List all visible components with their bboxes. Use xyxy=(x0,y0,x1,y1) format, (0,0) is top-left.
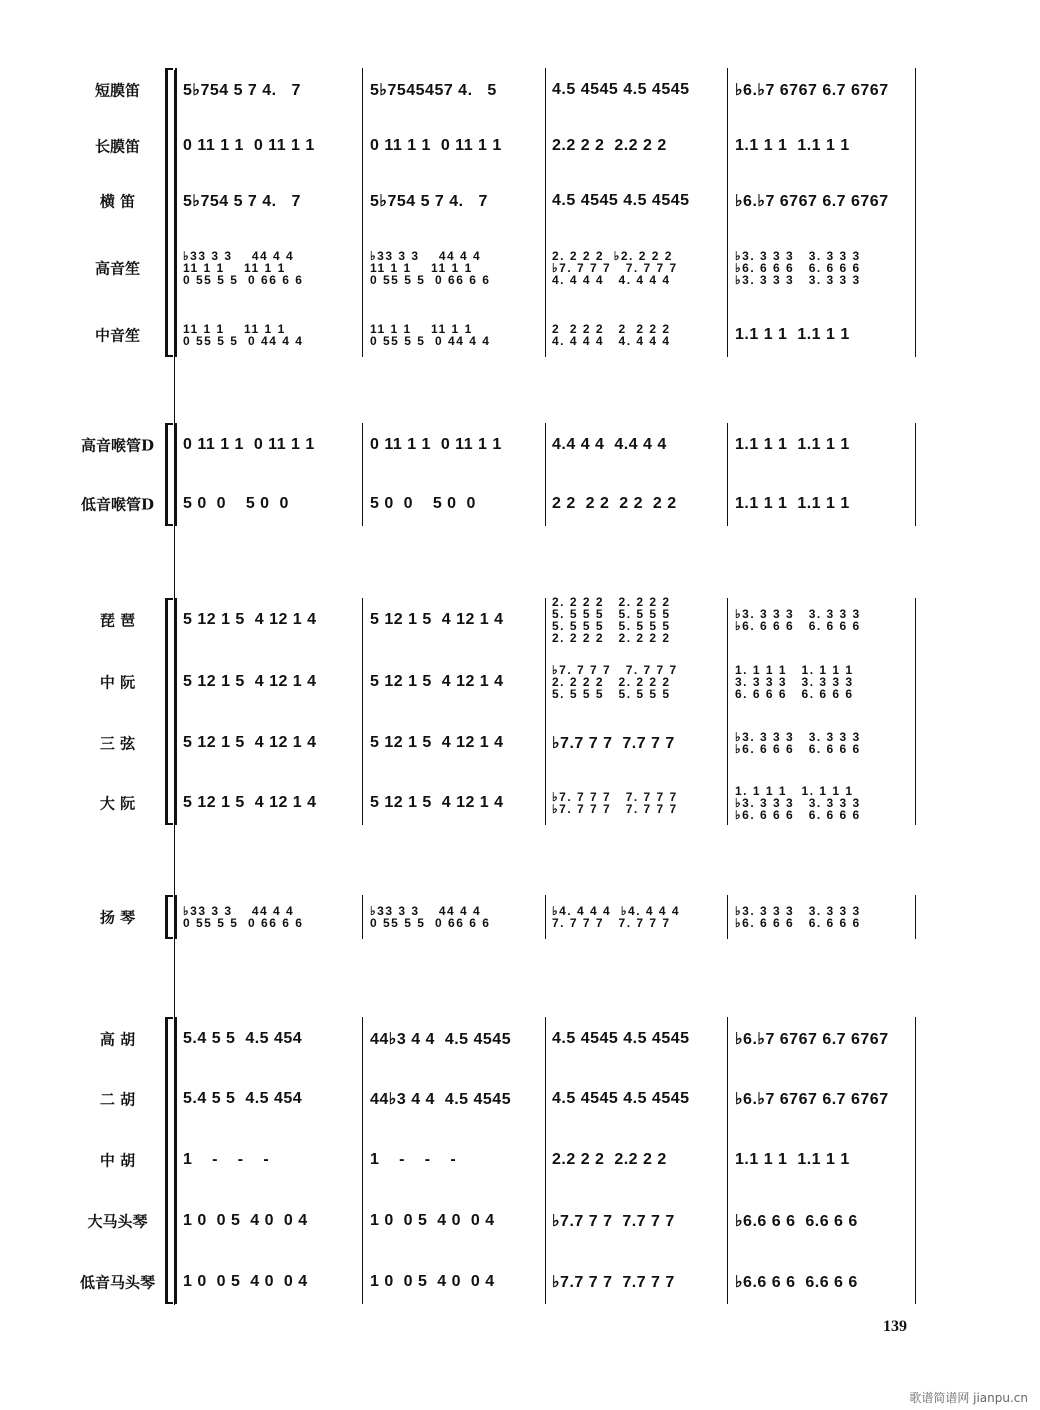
notation-line: 4.5 4545 4.5 4545 xyxy=(552,81,690,98)
notation-line: ♭6.♭7 6767 6.7 6767 xyxy=(735,1091,889,1108)
instrument-label: 高音喉管D xyxy=(80,436,154,455)
barline xyxy=(915,1017,916,1304)
notation-line: ♭7. 7 7 7 7. 7 7 7 xyxy=(552,790,678,804)
measure xyxy=(552,1151,667,1169)
barline xyxy=(362,1017,363,1304)
notation-line: 1 0 0 5 4 0 0 4 xyxy=(183,1212,308,1229)
measure xyxy=(370,495,476,513)
watermark: 歌谱简谱网 jianpu.cn xyxy=(909,1391,1028,1405)
notation-line: 3. 3 3 3 3. 3 3 3 xyxy=(735,675,854,689)
notation-line: 11 1 1 11 1 1 xyxy=(183,322,286,336)
barline xyxy=(727,68,728,357)
notation-line: ♭33 3 3 44 4 4 xyxy=(370,904,482,918)
barline xyxy=(915,423,916,526)
measure xyxy=(183,673,317,691)
measure xyxy=(552,905,680,929)
barline xyxy=(175,423,177,526)
measure xyxy=(735,436,850,454)
notation-line: 2. 2 2 2 2. 2 2 2 xyxy=(552,675,671,689)
notation-line: ♭3. 3 3 3 3. 3 3 3 xyxy=(735,730,861,744)
instrument-label: 琵 琶 xyxy=(99,611,136,630)
measure xyxy=(183,905,303,929)
measure xyxy=(370,1151,456,1169)
measure xyxy=(735,1151,850,1169)
barline xyxy=(915,598,916,825)
notation-line: 1. 1 1 1 1. 1 1 1 xyxy=(735,784,854,798)
measure xyxy=(735,1029,889,1049)
barline xyxy=(175,68,177,357)
measure xyxy=(735,250,861,286)
notation-line: ♭6.6 6 6 6.6 6 6 xyxy=(735,1213,858,1230)
notation-line: ♭6. 6 6 6 6. 6 6 6 xyxy=(735,261,861,275)
measure xyxy=(183,1273,308,1291)
measure xyxy=(552,1090,690,1108)
notation-line: 1 - - - xyxy=(370,1151,457,1168)
measure xyxy=(735,137,850,155)
notation-line: ♭33 3 3 44 4 4 xyxy=(183,904,295,918)
notation-line: 5. 5 5 5 5. 5 5 5 xyxy=(552,687,671,701)
notation-line: 5 12 1 5 4 12 1 4 xyxy=(370,734,504,751)
notation-line: 1.1 1 1 1.1 1 1 xyxy=(735,436,850,453)
notation-line: 1.1 1 1 1.1 1 1 xyxy=(735,495,850,512)
measure xyxy=(370,250,490,286)
notation-line: ♭4. 4 4 4 ♭4. 4 4 4 xyxy=(552,904,681,918)
notation-line: 11 1 1 11 1 1 xyxy=(370,322,473,336)
notation-line: 5 0 0 5 0 0 xyxy=(370,495,476,512)
instrument-label: 横 笛 xyxy=(99,192,136,211)
instrument-label: 短膜笛 xyxy=(94,81,140,100)
barline xyxy=(915,895,916,939)
measure xyxy=(370,1089,511,1109)
measure xyxy=(370,323,490,347)
instrument-label: 中 阮 xyxy=(99,673,136,692)
notation-line: 5 12 1 5 4 12 1 4 xyxy=(183,794,317,811)
measure xyxy=(735,495,850,513)
notation-line: 2. 2 2 2 2. 2 2 2 xyxy=(552,595,671,609)
bracket-cap xyxy=(165,1302,173,1304)
notation-line: ♭7.7 7 7 7.7 7 7 xyxy=(552,1213,675,1230)
measure xyxy=(552,495,677,513)
notation-line: 4.5 4545 4.5 4545 xyxy=(552,1090,690,1107)
barline xyxy=(727,895,728,939)
barline xyxy=(727,598,728,825)
notation-line: ♭33 3 3 44 4 4 xyxy=(183,249,295,263)
notation-line: ♭6. 6 6 6 6. 6 6 6 xyxy=(735,808,861,822)
measure xyxy=(552,323,671,347)
measure xyxy=(735,80,889,100)
measure xyxy=(552,1030,690,1048)
barline xyxy=(545,68,546,357)
notation-line: 1.1 1 1 1.1 1 1 xyxy=(735,326,850,343)
notation-line: 4.5 4545 4.5 4545 xyxy=(552,192,690,209)
notation-line: 1. 1 1 1 1. 1 1 1 xyxy=(735,663,854,677)
measure xyxy=(552,250,678,286)
measure xyxy=(183,495,289,513)
measure xyxy=(552,596,671,644)
measure xyxy=(370,794,504,812)
notation-line: ♭6. 6 6 6 6. 6 6 6 xyxy=(735,619,861,633)
measure xyxy=(552,733,675,753)
measure xyxy=(183,1030,302,1048)
notation-line: 0 11 1 1 0 11 1 1 xyxy=(183,137,315,154)
instrument-label: 扬 琴 xyxy=(99,908,136,927)
notation-line: ♭6. 6 6 6 6. 6 6 6 xyxy=(735,916,861,930)
notation-line: 5 12 1 5 4 12 1 4 xyxy=(183,673,317,690)
measure xyxy=(183,80,301,100)
notation-line: 2. 2 2 2 ♭2. 2 2 2 xyxy=(552,249,673,263)
notation-line: 0 55 5 5 0 44 4 4 xyxy=(183,334,304,348)
notation-line: 44♭3 4 4 4.5 4545 xyxy=(370,1091,512,1108)
notation-line: 1.1 1 1 1.1 1 1 xyxy=(735,1151,850,1168)
measure xyxy=(183,794,317,812)
measure xyxy=(183,611,317,629)
notation-line: 0 11 1 1 0 11 1 1 xyxy=(183,436,315,453)
notation-line: 5 12 1 5 4 12 1 4 xyxy=(183,734,317,751)
notation-line: 2 2 2 2 2 2 2 2 xyxy=(552,322,671,336)
notation-line: ♭6.♭7 6767 6.7 6767 xyxy=(735,193,889,210)
measure xyxy=(183,1090,302,1108)
barline xyxy=(175,895,177,939)
notation-line: ♭3. 3 3 3 3. 3 3 3 xyxy=(735,273,861,287)
notation-line: 5♭7545457 4. 5 xyxy=(370,82,497,99)
measure xyxy=(735,608,861,632)
barline xyxy=(545,423,546,526)
notation-line: 1 - - - xyxy=(183,1151,270,1168)
barline xyxy=(362,895,363,939)
notation-line: 11 1 1 11 1 1 xyxy=(183,261,286,275)
measure xyxy=(183,734,317,752)
bracket-cap xyxy=(165,524,173,526)
notation-line: 5♭754 5 7 4. 7 xyxy=(183,82,301,99)
notation-line: 5 12 1 5 4 12 1 4 xyxy=(370,794,504,811)
notation-line: 5 12 1 5 4 12 1 4 xyxy=(370,611,504,628)
notation-line: 0 55 5 5 0 44 4 4 xyxy=(370,334,491,348)
barline xyxy=(727,423,728,526)
measure xyxy=(370,673,504,691)
notation-line: 0 55 5 5 0 66 6 6 xyxy=(183,916,304,930)
bracket-cap xyxy=(165,1017,173,1019)
notation-line: 11 1 1 11 1 1 xyxy=(370,261,473,275)
notation-line: ♭33 3 3 44 4 4 xyxy=(370,249,482,263)
notation-line: 2.2 2 2 2.2 2 2 xyxy=(552,1151,667,1168)
notation-line: 1 0 0 5 4 0 0 4 xyxy=(370,1273,495,1290)
notation-line: 0 55 5 5 0 66 6 6 xyxy=(370,916,491,930)
bracket-cap xyxy=(165,68,173,70)
measure xyxy=(735,191,889,211)
measure xyxy=(552,664,678,700)
barline xyxy=(175,598,177,825)
group-bracket xyxy=(165,598,168,825)
barline xyxy=(545,1017,546,1304)
measure xyxy=(552,436,667,454)
barline xyxy=(545,895,546,939)
notation-line: 1.1 1 1 1.1 1 1 xyxy=(735,137,850,154)
notation-line: 1 0 0 5 4 0 0 4 xyxy=(370,1212,495,1229)
notation-line: 5 12 1 5 4 12 1 4 xyxy=(370,673,504,690)
bracket-cap xyxy=(165,423,173,425)
notation-line: 5 0 0 5 0 0 xyxy=(183,495,289,512)
instrument-label: 高音笙 xyxy=(94,259,140,278)
bracket-cap xyxy=(165,598,173,600)
instrument-label: 大马头琴 xyxy=(87,1212,148,1231)
notation-line: 0 55 5 5 0 66 6 6 xyxy=(370,273,491,287)
measure xyxy=(370,191,488,211)
measure xyxy=(370,1273,495,1291)
notation-line: 6. 6 6 6 6. 6 6 6 xyxy=(735,687,854,701)
instrument-label: 低音喉管D xyxy=(80,495,154,514)
measure xyxy=(735,1211,858,1231)
group-bracket xyxy=(165,423,168,526)
notation-line: 4.4 4 4 4.4 4 4 xyxy=(552,436,667,453)
measure xyxy=(735,664,854,700)
measure xyxy=(735,905,861,929)
measure xyxy=(735,785,861,821)
measure xyxy=(370,1029,511,1049)
notation-line: 4.5 4545 4.5 4545 xyxy=(552,1030,690,1047)
measure xyxy=(552,791,678,815)
notation-line: ♭7. 7 7 7 7. 7 7 7 xyxy=(552,663,678,677)
measure xyxy=(552,1272,675,1292)
measure xyxy=(735,1272,858,1292)
notation-line: 1 0 0 5 4 0 0 4 xyxy=(183,1273,308,1290)
notation-line: ♭3. 3 3 3 3. 3 3 3 xyxy=(735,904,861,918)
barline xyxy=(175,1017,177,1304)
barline xyxy=(362,423,363,526)
notation-line: 0 11 1 1 0 11 1 1 xyxy=(370,137,502,154)
notation-line: 5. 5 5 5 5. 5 5 5 xyxy=(552,619,671,633)
notation-line: 4. 4 4 4 4. 4 4 4 xyxy=(552,334,671,348)
barline xyxy=(545,598,546,825)
bracket-cap xyxy=(165,823,173,825)
measure xyxy=(183,191,301,211)
measure xyxy=(370,734,504,752)
measure xyxy=(552,81,690,99)
measure xyxy=(552,137,667,155)
notation-line: ♭6.6 6 6 6.6 6 6 xyxy=(735,1274,858,1291)
instrument-label: 大 阮 xyxy=(99,794,136,813)
notation-line: ♭3. 3 3 3 3. 3 3 3 xyxy=(735,249,861,263)
barline xyxy=(362,68,363,357)
instrument-label: 低音马头琴 xyxy=(79,1273,155,1292)
notation-line: ♭7.7 7 7 7.7 7 7 xyxy=(552,1274,675,1291)
instrument-label: 中音笙 xyxy=(94,326,140,345)
notation-line: 4. 4 4 4 4. 4 4 4 xyxy=(552,273,671,287)
notation-line: 44♭3 4 4 4.5 4545 xyxy=(370,1031,512,1048)
system-line xyxy=(174,70,175,1305)
instrument-label: 高 胡 xyxy=(99,1030,136,1049)
notation-line: ♭7. 7 7 7 7. 7 7 7 xyxy=(552,802,678,816)
measure xyxy=(370,137,502,155)
measure xyxy=(735,1089,889,1109)
measure xyxy=(370,436,502,454)
notation-line: 5. 5 5 5 5. 5 5 5 xyxy=(552,607,671,621)
instrument-label: 二 胡 xyxy=(99,1090,136,1109)
notation-line: ♭6.♭7 6767 6.7 6767 xyxy=(735,1031,889,1048)
measure xyxy=(735,326,850,344)
measure xyxy=(183,1212,308,1230)
measure xyxy=(370,905,490,929)
notation-line: 5.4 5 5 4.5 454 xyxy=(183,1090,303,1107)
notation-line: ♭7. 7 7 7 7. 7 7 7 xyxy=(552,261,678,275)
notation-line: ♭6. 6 6 6 6. 6 6 6 xyxy=(735,742,861,756)
notation-line: ♭3. 3 3 3 3. 3 3 3 xyxy=(735,607,861,621)
measure xyxy=(370,1212,495,1230)
notation-line: ♭7.7 7 7 7.7 7 7 xyxy=(552,735,675,752)
notation-line: 2 2 2 2 2 2 2 2 xyxy=(552,495,677,512)
notation-line: 2.2 2 2 2.2 2 2 xyxy=(552,137,667,154)
page-number: 139 xyxy=(883,1318,907,1335)
measure xyxy=(552,1211,675,1231)
measure xyxy=(183,323,303,347)
barline xyxy=(362,598,363,825)
notation-line: ♭3. 3 3 3 3. 3 3 3 xyxy=(735,796,861,810)
measure xyxy=(183,436,315,454)
instrument-label: 长膜笛 xyxy=(94,137,140,156)
instrument-label: 三 弦 xyxy=(99,734,136,753)
notation-line: 7. 7 7 7 7. 7 7 7 xyxy=(552,916,671,930)
notation-line: ♭6.♭7 6767 6.7 6767 xyxy=(735,82,889,99)
notation-line: 5♭754 5 7 4. 7 xyxy=(370,193,488,210)
barline xyxy=(915,68,916,357)
bracket-cap xyxy=(165,895,173,897)
notation-line: 2. 2 2 2 2. 2 2 2 xyxy=(552,631,671,645)
bracket-cap xyxy=(165,355,173,357)
notation-line: 0 11 1 1 0 11 1 1 xyxy=(370,436,502,453)
measure xyxy=(183,1151,269,1169)
instrument-label: 中 胡 xyxy=(99,1151,136,1170)
notation-line: 0 55 5 5 0 66 6 6 xyxy=(183,273,304,287)
group-bracket xyxy=(165,895,168,939)
bracket-cap xyxy=(165,937,173,939)
measure xyxy=(370,611,504,629)
measure xyxy=(552,192,690,210)
group-bracket xyxy=(165,1017,168,1304)
measure xyxy=(735,731,861,755)
notation-line: 5.4 5 5 4.5 454 xyxy=(183,1030,303,1047)
barline xyxy=(727,1017,728,1304)
measure xyxy=(183,250,303,286)
measure xyxy=(183,137,315,155)
measure xyxy=(370,80,497,100)
group-bracket xyxy=(165,68,168,357)
notation-line: 5 12 1 5 4 12 1 4 xyxy=(183,611,317,628)
notation-line: 5♭754 5 7 4. 7 xyxy=(183,193,301,210)
